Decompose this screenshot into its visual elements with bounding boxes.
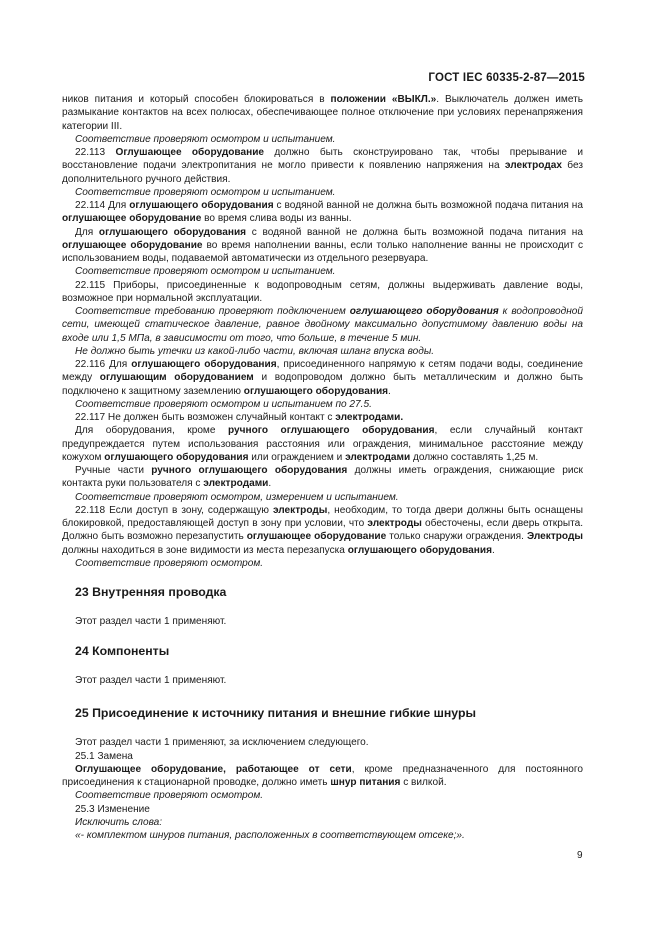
text-run: ников питания и который способен блокироваться в (62, 94, 331, 105)
paragraph (62, 557, 583, 570)
paragraph (62, 186, 583, 199)
text-run: во время слива воды из ванны. (201, 213, 352, 225)
text-run: Соответствие проверяют осмотром. (75, 790, 264, 802)
text-run: и водопроводом должно быть металлическим и должно быть подключено к защитному заземлению (62, 372, 583, 397)
paragraph (62, 199, 583, 226)
section-25-paragraphs (62, 750, 583, 843)
text-run: оглушающее оборудование (62, 239, 203, 251)
paragraph (62, 411, 583, 424)
text-run: должны иметь ограждения, снижающие риск контакта руки пользователя с (62, 465, 583, 490)
text-run: электродами. (335, 412, 404, 423)
text-run: с водяной ванной не должна быть возможной подача питания на (246, 226, 583, 238)
text-run: электродами (345, 451, 411, 463)
text-run: 22.118 Если доступ в зону, содержащую (75, 504, 273, 516)
text-run: должны находиться в зоне видимости из места перезапуска (62, 544, 348, 556)
text-run: Соответствие проверяют осмотром и испытанием. (75, 266, 336, 278)
text-run: Соответствие проверяют осмотром и испытанием. (75, 133, 336, 145)
text-run: Ручные части (75, 465, 152, 476)
text-run: оглушающее оборудование (246, 531, 387, 543)
text-run: оглушающего оборудования (349, 306, 499, 317)
paragraph (62, 464, 583, 491)
clause-22-paragraphs (62, 93, 583, 570)
section-25-text: Этот раздел части 1 применяют, за исключением следующего. (75, 737, 369, 749)
text-run: оглушающее оборудование (62, 213, 202, 225)
section-24-heading: 24 Компоненты (75, 643, 170, 658)
text-run: электроды (272, 504, 328, 516)
text-run: . (388, 385, 391, 397)
paragraph (62, 345, 583, 358)
text-run: Соответствие проверяют осмотром и испытанием по 27.5. (75, 398, 372, 410)
text-run: электродами (203, 478, 269, 490)
text-run: только снаружи ограждения. (386, 531, 527, 543)
text-run: оглушающего оборудования (243, 385, 389, 397)
paragraph (62, 829, 583, 842)
text-run: Не должно быть утечки из какой-либо части, включая шланг впуска воды. (75, 345, 435, 357)
text-run: 25.1 Замена (75, 750, 133, 762)
section-23-heading: 23 Внутренняя проводка (75, 585, 227, 599)
text-run: Электроды (526, 531, 583, 543)
section-23-text: Этот раздел части 1 применяют. (75, 616, 227, 628)
paragraph (62, 504, 583, 557)
paragraph (62, 424, 583, 464)
text-run: с вилкой. (400, 777, 447, 788)
text-run: , если случайный контакт предупреждается путем использования расстояния или ограждения, минимальное расстояние между кожухом (62, 425, 583, 463)
text-run: 25.3 Изменение (75, 803, 150, 815)
text-run: 22.116 Для (75, 359, 132, 370)
text-run: обесточены, если дверь открыта. Должно быть возможно перезапустить (62, 518, 583, 543)
text-run: Соответствие требованию проверяют подключением (75, 306, 350, 317)
text-run: 22.115 Приборы, присоединенные к водопроводным сетям, должны выдерживать давление воды, возможное при нормальной эксплуатации. (62, 279, 583, 304)
paragraph (62, 763, 583, 790)
paragraph (62, 750, 583, 763)
text-run: ручного оглушающего оборудования (151, 465, 348, 476)
paragraph (62, 305, 583, 345)
paragraph (62, 491, 583, 504)
text-run: оглушающим оборудованием (99, 372, 254, 384)
paragraph (62, 358, 583, 398)
text-run: без дополнительного ручного действия. (62, 160, 583, 185)
text-run: с водяной ванной не должна быть возможной подача питания на (273, 200, 583, 211)
paragraph (62, 226, 583, 266)
section-25-heading: 25 Присоединение к источнику питания и внешние гибкие шнуры (75, 706, 476, 720)
text-run: оглушающего оборудования (347, 544, 492, 556)
paragraph (62, 789, 583, 802)
paragraph (62, 816, 583, 829)
text-run: . Выключатель должен иметь размыкание контактов на всех полюсах, обеспечивающее полное отключение при условиях перенапряжения категории III. (62, 94, 583, 132)
text-run: должно составлять 1,25 м. (410, 451, 539, 463)
text-run: во время наполнении ванны, если только наполнение ванны не происходит с использованием воды, подаваемой автоматически из отдельного резервуара. (62, 239, 584, 264)
text-run: 22.114 Для (75, 200, 130, 211)
text-run: Для (75, 226, 99, 238)
text-run: оглушающего оборудования (104, 451, 249, 463)
text-run: Исключить слова: (75, 816, 163, 828)
text-run: к водопроводной сети, имеющей статическое давление, равное двойному максимально допустимому давлению воды на входе или 1,5 МПа, в зависимости от того, что больше, в течение 5 мин. (62, 306, 583, 344)
paragraph (62, 803, 583, 816)
text-run: , кроме предназначенного для постоянного присоединения к стационарной проводке, должно иметь (62, 763, 583, 788)
paragraph (62, 265, 583, 278)
paragraph (62, 398, 583, 411)
text-run: , необходим, то тогда двери должны быть оснащены блокировкой, предоставляющей доступ в зону при условии, что (62, 504, 583, 529)
text-run: . (491, 544, 495, 556)
text-run: . (268, 478, 272, 490)
text-run: оглушающего оборудования (98, 226, 247, 238)
text-run: положении «ВЫКЛ.» (330, 94, 437, 105)
text-run: Соответствие проверяют осмотром, измерением и испытанием. (75, 491, 399, 503)
paragraph (62, 279, 583, 306)
text-run: «- комплектом шнуров питания, расположенных в соответствующем отсеке;». (75, 830, 465, 841)
text-run: Соответствие проверяют осмотром. (75, 557, 264, 569)
paragraph (62, 133, 583, 146)
page-body (62, 93, 583, 842)
text-run: Соответствие проверяют осмотром и испытанием. (75, 186, 336, 198)
text-run: 22.113 (75, 147, 116, 158)
text-run: ручного оглушающего оборудования (228, 425, 435, 437)
text-run: Оглушающее оборудование (115, 147, 265, 158)
text-run: 22.117 Не должен быть возможен случайный контакт с (75, 412, 336, 423)
text-run: оглушающего оборудования (129, 200, 274, 211)
text-run: должно быть сконструировано так, чтобы прерывание и восстановление подачи электропитания не могло привести к появлению напряжения на (62, 147, 583, 172)
paragraph (62, 93, 583, 133)
text-run: шнур питания (330, 777, 401, 788)
text-run: электродах (504, 160, 562, 172)
text-run: или ограждением и (248, 451, 346, 463)
page-number: 9 (577, 850, 583, 861)
text-run: оглушающего оборудования (131, 359, 277, 370)
text-run: Оглушающее оборудование, работающее от сети (75, 763, 352, 775)
text-run: электроды (367, 518, 422, 529)
paragraph (62, 146, 583, 186)
section-24-text: Этот раздел части 1 применяют. (75, 674, 227, 686)
text-run: , присоединенного напрямую к сетям подачи воды, соединение между (62, 359, 583, 384)
document-header: ГОСТ IEC 60335-2-87—2015 (428, 72, 585, 84)
text-run: Для оборудования, кроме (75, 425, 229, 437)
